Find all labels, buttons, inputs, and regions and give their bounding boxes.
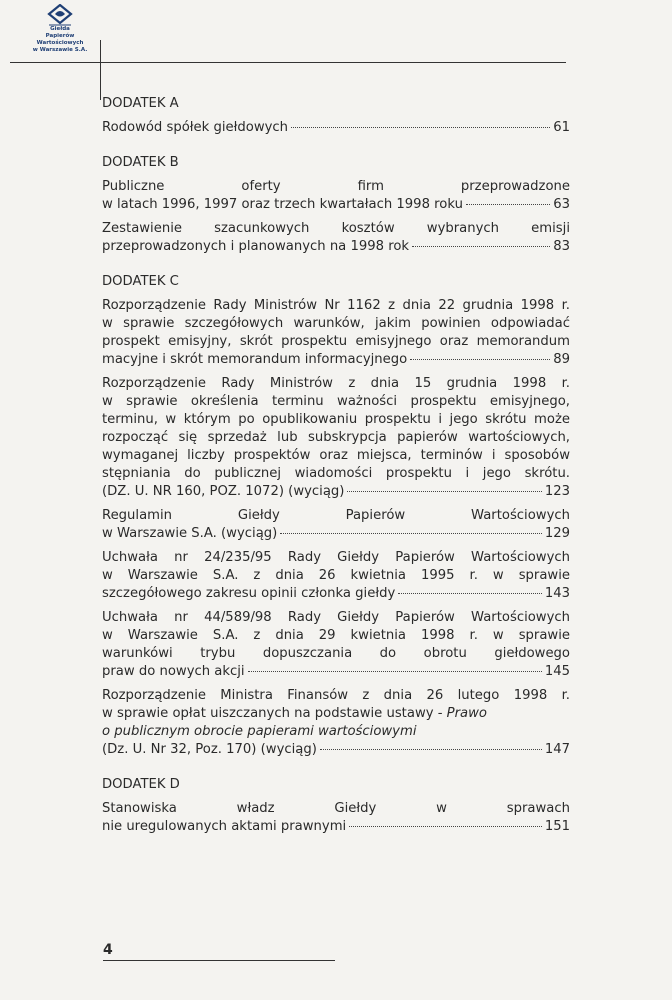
- entry-line: terminu, w którym po opublikowaniu prospektu i jego skrótu może: [102, 412, 570, 427]
- entry-last-text: nie uregulowanych aktami prawnymi: [102, 819, 347, 834]
- entry-line: Rozporządzenie Rady Ministrów Nr 1162 z dnia 22 grudnia 1998 r.: [102, 298, 570, 313]
- entry-line: w Warszawie S.A. z dnia 29 kwietnia 1998 r. w sprawie: [102, 628, 570, 643]
- dot-leader: [280, 533, 542, 534]
- entry-last-line: [102, 525, 570, 543]
- toc-entry[interactable]: [102, 375, 570, 501]
- entry-line: warunkówi trybu dopuszczania do obrotu giełdowego: [102, 646, 570, 661]
- page-ref: 129: [544, 526, 570, 541]
- entry-last-text: Rodowód spółek giełdowych: [102, 120, 289, 135]
- entry-last-line: [102, 351, 570, 369]
- appendix-title: DODATEK A: [102, 96, 179, 111]
- entry-line: Uchwała nr 24/235/95 Rady Giełdy Papierów Wartościowych: [102, 550, 570, 565]
- page-ref: 147: [544, 742, 570, 757]
- dot-leader: [248, 671, 542, 672]
- appendix-title: DODATEK C: [102, 274, 179, 289]
- entry-line: Zestawienie szacunkowych kosztów wybranych emisji: [102, 221, 570, 236]
- page-ref: 83: [553, 239, 570, 254]
- dot-leader: [291, 127, 550, 128]
- entry-last-line: [102, 663, 570, 681]
- table-of-contents: [102, 95, 570, 853]
- entry-last-line: [102, 196, 570, 214]
- dot-leader: [320, 749, 542, 750]
- header-horizontal-rule: [10, 62, 566, 63]
- entry-line: [102, 705, 570, 723]
- entry-last-text: macyjne i skrót memorandum informacyjnego: [102, 352, 408, 367]
- appendix-title: DODATEK D: [102, 777, 180, 792]
- entry-line-italic: Prawo: [446, 706, 487, 721]
- appendix-title: DODATEK B: [102, 155, 179, 170]
- page-ref: 89: [553, 352, 570, 367]
- logo-line: w Warszawie S.A.: [32, 47, 88, 53]
- entry-last-text: w Warszawie S.A. (wyciąg): [102, 526, 278, 541]
- toc-entry[interactable]: [102, 687, 570, 759]
- entry-line-text: w sprawie opłat uiszczanych na podstawie ustawy -: [102, 706, 447, 721]
- toc-entry[interactable]: [102, 609, 570, 681]
- toc-entry[interactable]: [102, 220, 570, 256]
- appendix-section: [102, 95, 570, 137]
- entry-last-text: przeprowadzonych i planowanych na 1998 rok: [102, 239, 410, 254]
- dot-leader: [412, 246, 550, 247]
- toc-entry[interactable]: [102, 549, 570, 603]
- page-ref: 151: [544, 819, 570, 834]
- toc-entry[interactable]: [102, 178, 570, 214]
- entry-line: Rozporządzenie Ministra Finansów z dnia 26 lutego 1998 r.: [102, 688, 570, 703]
- footer-rule: [103, 960, 335, 961]
- dot-leader: [349, 826, 542, 827]
- entry-line: Stanowiska władz Giełdy w sprawach: [102, 801, 570, 816]
- entry-line: prospekt emisyjny, skrót prospektu emisyjnego oraz memorandum: [102, 334, 570, 349]
- entry-last-text: (Dz. U. Nr 32, Poz. 170) (wyciąg): [102, 742, 317, 757]
- entry-line: wymaganej liczby prospektów oraz miejsca, terminów i sposobów: [102, 448, 570, 463]
- toc-entry[interactable]: [102, 800, 570, 836]
- entry-line: Rozporządzenie Rady Ministrów z dnia 15 grudnia 1998 r.: [102, 376, 570, 391]
- entry-line: stępniania do publicznej wiadomości prospektu i jego skrótu.: [102, 466, 570, 481]
- page-ref: 145: [544, 664, 570, 679]
- appendix-section: [102, 273, 570, 759]
- logo: [20, 4, 100, 54]
- entry-last-line: [102, 238, 570, 256]
- appendix-section: [102, 776, 570, 836]
- entry-last-line: [102, 585, 570, 603]
- toc-entry[interactable]: [102, 297, 570, 369]
- toc-entry[interactable]: [102, 507, 570, 543]
- dot-leader: [466, 204, 550, 205]
- dot-leader: [398, 593, 542, 594]
- page-ref: 61: [553, 120, 570, 135]
- entry-last-text: praw do nowych akcji: [102, 664, 245, 679]
- entry-line: w sprawie szczegółowych warunków, jakim powinien odpowiadać: [102, 316, 570, 331]
- entry-last-text: (DZ. U. NR 160, POZ. 1072) (wyciąg): [102, 484, 345, 499]
- entry-last-line: [102, 818, 570, 836]
- toc-entry[interactable]: [102, 119, 570, 137]
- entry-line: Regulamin Giełdy Papierów Wartościowych: [102, 508, 570, 523]
- appendix-section: [102, 154, 570, 256]
- entry-line: Publiczne oferty firm przeprowadzone: [102, 179, 570, 194]
- header-vertical-rule: [100, 40, 101, 100]
- entry-last-line: [102, 483, 570, 501]
- entry-last-line: [102, 119, 570, 137]
- entry-line: w sprawie określenia terminu ważności prospektu emisyjnego,: [102, 394, 570, 409]
- page-ref: 143: [544, 586, 570, 601]
- entry-line-italic: o publicznym obrocie papierami wartościowymi: [102, 724, 417, 739]
- logo-line: Giełda: [50, 26, 70, 32]
- page-ref: 63: [553, 197, 570, 212]
- page-ref: 123: [544, 484, 570, 499]
- entry-line: Uchwała nr 44/589/98 Rady Giełdy Papierów Wartościowych: [102, 610, 570, 625]
- dot-leader: [347, 491, 541, 492]
- entry-line: w Warszawie S.A. z dnia 26 kwietnia 1995 r. w sprawie: [102, 568, 570, 583]
- logo-line: Papierów: [45, 33, 75, 39]
- entry-line: rozpocząć się sprzedaż lub subskrypcja papierów wartościowych,: [102, 430, 570, 445]
- gpw-logo-icon: [46, 4, 74, 26]
- dot-leader: [410, 359, 550, 360]
- page-number: 4: [103, 942, 113, 958]
- entry-last-text: w latach 1996, 1997 oraz trzech kwartałach 1998 roku: [102, 197, 463, 212]
- entry-last-text: szczegółowego zakresu opinii członka giełdy: [102, 586, 396, 601]
- entry-last-line: [102, 741, 570, 759]
- logo-line: Wartościowych: [36, 40, 84, 46]
